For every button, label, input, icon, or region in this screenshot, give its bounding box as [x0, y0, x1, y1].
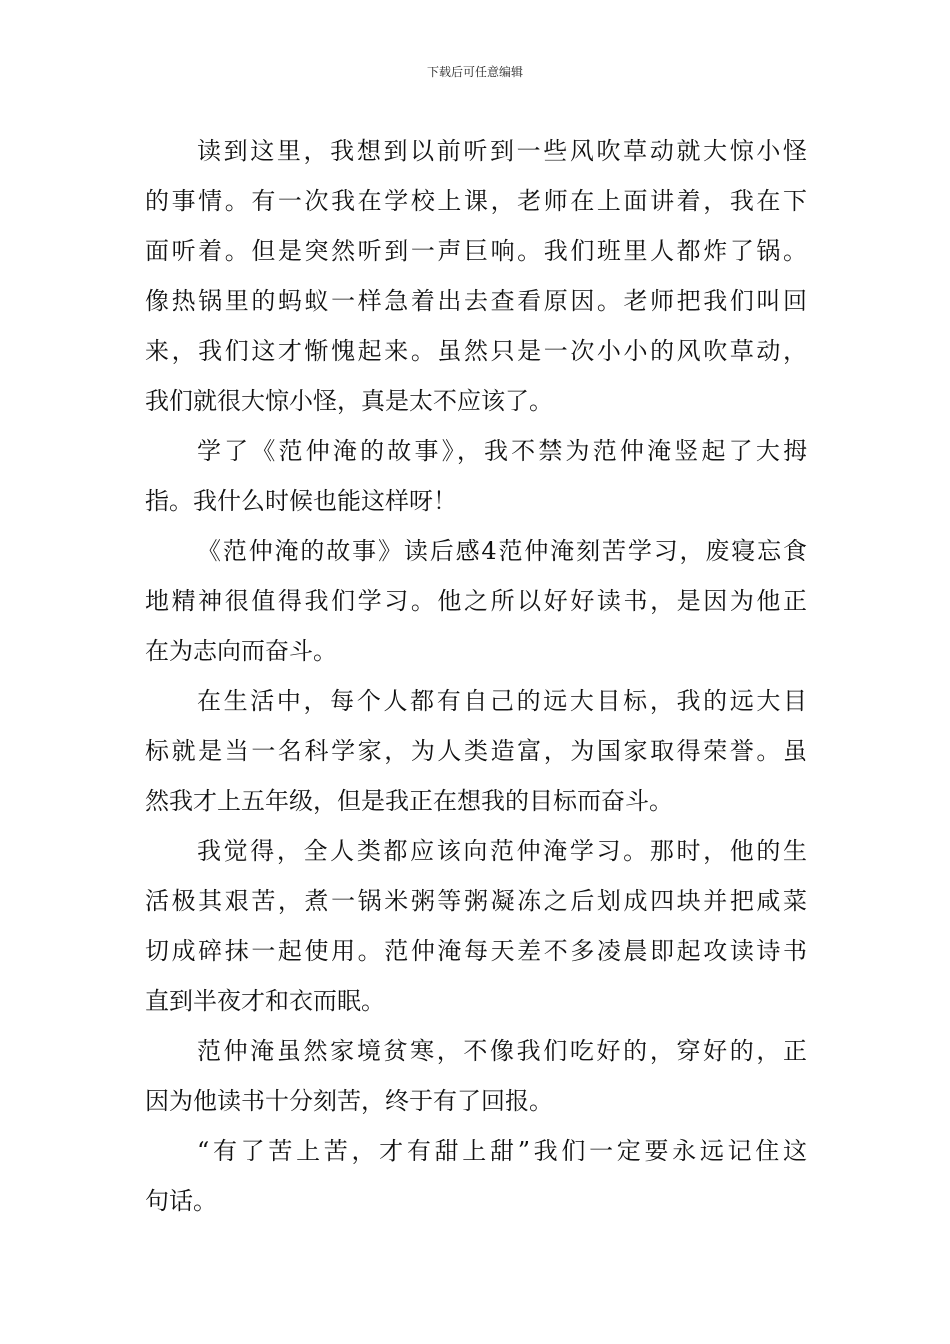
paragraph-3-line-1: 《范仲淹的故事》读后感4范仲淹刻苦学习，废寝忘食: [197, 537, 807, 565]
paragraph-2-line-1: 学了《范仲淹的故事》，我不禁为范仲淹竖起了大拇: [197, 437, 807, 465]
paragraph-6-line-2: 因为他读书十分刻苦，终于有了回报。: [145, 1087, 553, 1115]
paragraph-5-line-1: 我觉得，全人类都应该向范仲淹学习。那时，他的生: [197, 837, 807, 865]
paragraph-1-line-3: 面听着。但是突然听到一声巨响。我们班里人都炸了锅。: [145, 237, 807, 265]
paragraph-4-line-2: 标就是当一名科学家，为人类造富，为国家取得荣誉。虽: [145, 737, 807, 765]
paragraph-2-line-2: 指。我什么时候也能这样呀！: [145, 487, 457, 515]
page-header: 下载后可任意编辑: [426, 65, 523, 79]
paragraph-4-line-1: 在生活中，每个人都有自己的远大目标，我的远大目: [197, 687, 807, 715]
paragraph-7-line-1: “有了苦上苦，才有甜上甜”我们一定要永远记住这: [197, 1137, 807, 1165]
paragraph-4-line-3: 然我才上五年级，但是我正在想我的目标而奋斗。: [145, 787, 673, 815]
paragraph-1-line-1: 读到这里，我想到以前听到一些风吹草动就大惊小怪: [197, 137, 807, 165]
paragraph-7-line-2: 句话。: [145, 1187, 217, 1215]
paragraph-5-line-3: 切成碎抹一起使用。范仲淹每天差不多凌晨即起攻读诗书: [145, 937, 807, 965]
paragraph-1-line-4: 像热锅里的蚂蚁一样急着出去查看原因。老师把我们叫回: [145, 287, 807, 315]
paragraph-3-line-2: 地精神很值得我们学习。他之所以好好读书，是因为他正: [145, 587, 807, 615]
paragraph-5-line-2: 活极其艰苦，煮一锅米粥等粥凝冻之后划成四块并把咸菜: [145, 887, 807, 915]
paragraph-1-line-6: 我们就很大惊小怪，真是太不应该了。: [145, 387, 553, 415]
paragraph-6-line-1: 范仲淹虽然家境贫寒，不像我们吃好的，穿好的，正: [197, 1037, 807, 1065]
paragraph-3-line-3: 在为志向而奋斗。: [145, 637, 337, 665]
paragraph-5-line-4: 直到半夜才和衣而眠。: [145, 987, 385, 1015]
document-body: [145, 126, 807, 1226]
paragraph-1-line-5: 来，我们这才惭愧起来。虽然只是一次小小的风吹草动，: [145, 337, 807, 365]
paragraph-1-line-2: 的事情。有一次我在学校上课，老师在上面讲着，我在下: [145, 187, 807, 215]
